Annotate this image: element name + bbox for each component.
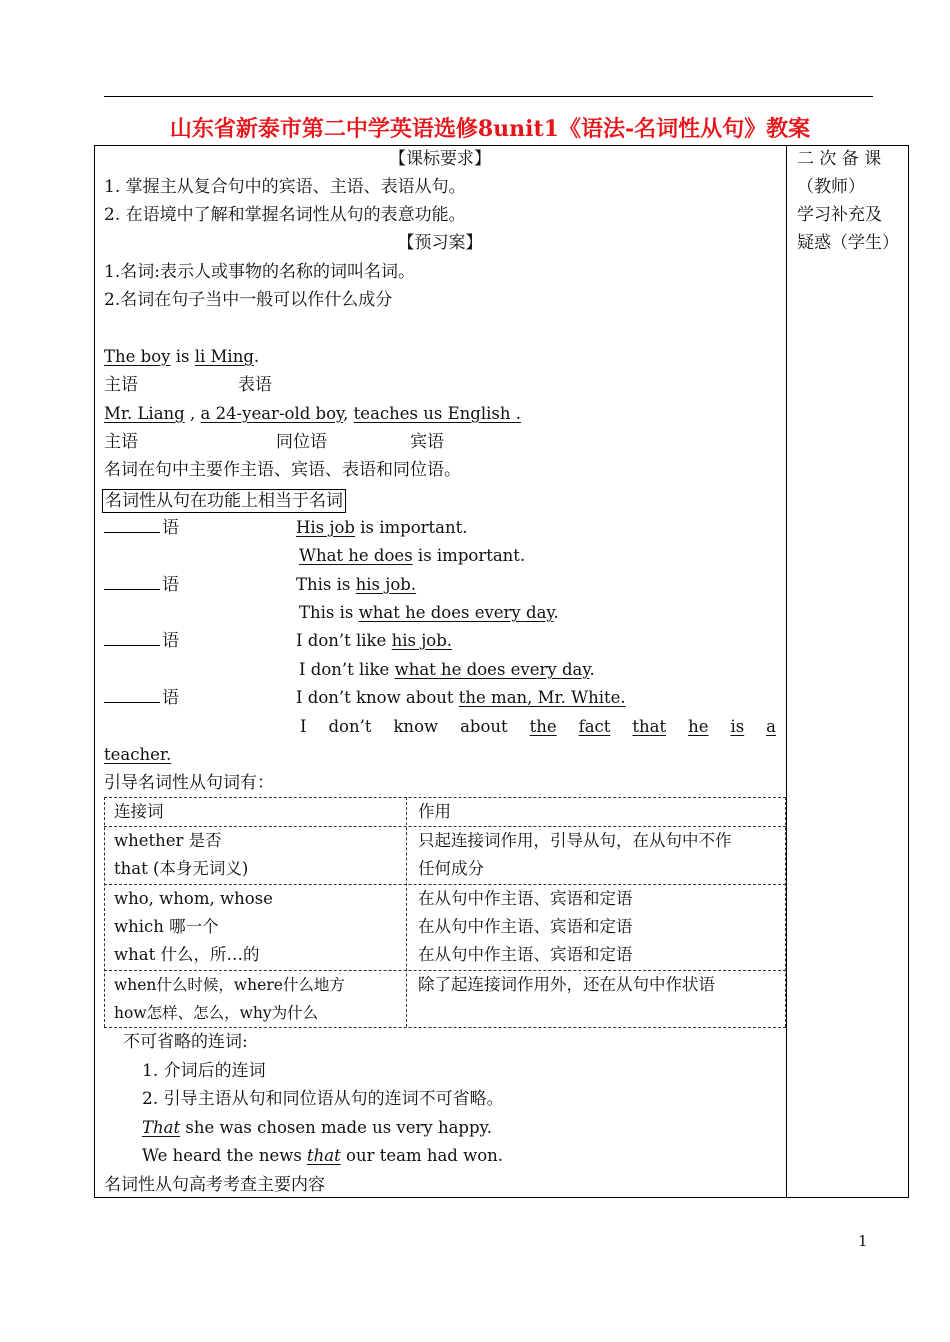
exam-content-line: 名词性从句高考考查主要内容 (104, 1175, 325, 1195)
table-rule (785, 797, 786, 1027)
example1-label-subject: 主语 (104, 375, 138, 395)
clause-example-3b: I don’t like what he does every day. (299, 660, 595, 679)
not-omitted-example-2: We heard the news that our team had won. (142, 1146, 504, 1165)
answer-blank[interactable] (104, 571, 160, 590)
table-rule (406, 797, 407, 1027)
example2-label-subject: 主语 (104, 432, 138, 452)
answer-blank[interactable] (104, 684, 160, 703)
example1-predicative: li Ming (194, 347, 254, 366)
table-cell-connective: who, whom, whose (114, 889, 273, 908)
example2-appositive: a 24-year-old boy (200, 404, 344, 423)
not-omitted-item-1: 1. 介词后的连词 (142, 1061, 266, 1081)
fill-blank-predicative: 语 (104, 571, 179, 599)
table-cell-function: 在从句中作主语、宾语和定语 (418, 917, 633, 936)
table-cell-connective: that (本身无词义) (114, 859, 249, 878)
table-cell-connective: when什么时候，where什么地方 (114, 976, 345, 994)
example2-object: teaches us English . (353, 404, 521, 423)
example1-verb: is (175, 347, 190, 366)
preview-paragraph-1: 1.名词:表示人或事物的名称的词叫名词。 (104, 262, 415, 282)
fill-blank-subject: 语 (104, 514, 179, 542)
table-cell-function: 任何成分 (418, 859, 484, 878)
fill-blank-appositive: 语 (104, 684, 179, 712)
standards-item-2: 2. 在语境中了解和掌握名词性从句的表意功能。 (104, 205, 466, 225)
answer-blank[interactable] (104, 627, 160, 646)
table-cell-function: 除了起连接词作用外，还在从句中作状语 (418, 975, 715, 994)
answer-blank[interactable] (104, 514, 160, 533)
not-omitted-example-1: That she was chosen made us very happy. (142, 1118, 492, 1137)
noun-functions-summary: 名词在句中主要作主语、宾语、表语和同位语。 (104, 460, 461, 480)
column-divider (786, 145, 787, 1198)
table-cell-connective: what 什么，所…的 (114, 945, 260, 964)
side-header-line1: 二 次 备 课 (797, 149, 882, 169)
table-cell-connective: how怎样、怎么，why为什么 (114, 1004, 319, 1022)
section-heading-preview: 【预习案】 (397, 233, 483, 253)
table-cell-function: 在从句中作主语、宾语和定语 (418, 945, 633, 964)
table-header-function: 作用 (418, 802, 451, 821)
page-number: 1 (858, 1232, 868, 1250)
example1-subject: The boy (104, 347, 171, 366)
table-cell-connective: whether 是否 (114, 831, 222, 850)
clause-example-4b: I don’t know about the fact that he is a (300, 717, 776, 736)
document-title: 山东省新泰市第二中学英语选修8unit1《语法-名词性从句》教案 (169, 116, 811, 142)
example1-label-predicative: 表语 (238, 375, 272, 395)
clause-example-2a: This is his job. (296, 575, 417, 594)
boxed-note-text: 名词性从句在功能上相当于名词 (102, 489, 346, 513)
boxed-note (102, 487, 346, 515)
clause-example-2b: This is what he does every day. (299, 603, 559, 622)
example-sentence-2 (104, 400, 521, 428)
side-header-line2: （教师） (797, 177, 865, 197)
clause-example-1b: What he does is important. (299, 546, 526, 565)
example2-label-appositive: 同位语 (276, 432, 327, 452)
header-rule (104, 96, 873, 97)
table-cell-function: 在从句中作主语、宾语和定语 (418, 889, 633, 908)
preview-paragraph-2: 2.名词在句子当中一般可以作什么成分 (104, 290, 393, 310)
clause-example-1a: His job is important. (296, 518, 468, 537)
connectives-intro: 引导名词性从句词有： (104, 773, 274, 793)
clause-example-4a: I don’t know about the man, Mr. White. (296, 688, 626, 707)
side-header-line3: 学习补充及 (797, 205, 882, 225)
example2-comma-2: , (343, 404, 349, 423)
example2-subject: Mr. Liang (104, 404, 185, 423)
side-header-line4: 疑惑（学生） (797, 233, 899, 253)
fill-blank-object: 语 (104, 627, 179, 655)
not-omitted-item-2: 2. 引导主语从句和同位语从句的连词不可省略。 (142, 1089, 504, 1109)
not-omitted-heading: 不可省略的连词: (123, 1032, 248, 1052)
example2-comma: , (189, 404, 196, 423)
table-rule (104, 797, 105, 1027)
clause-example-3a: I don’t like his job. (296, 631, 453, 650)
section-heading-standards: 【课标要求】 (389, 149, 491, 169)
connectives-table (104, 797, 786, 1027)
standards-item-1: 1. 掌握主从复合句中的宾语、主语、表语从句。 (104, 177, 466, 197)
example-sentence-1 (104, 343, 259, 371)
example1-period: . (253, 347, 260, 366)
clause-example-4b-continued: teacher. (104, 745, 172, 764)
table-cell-function: 只起连接词作用，引导从句，在从句中不作 (418, 831, 732, 850)
table-cell-connective: which 哪一个 (114, 917, 219, 936)
example2-label-object: 宾语 (410, 432, 444, 452)
table-header-connective: 连接词 (114, 802, 164, 821)
